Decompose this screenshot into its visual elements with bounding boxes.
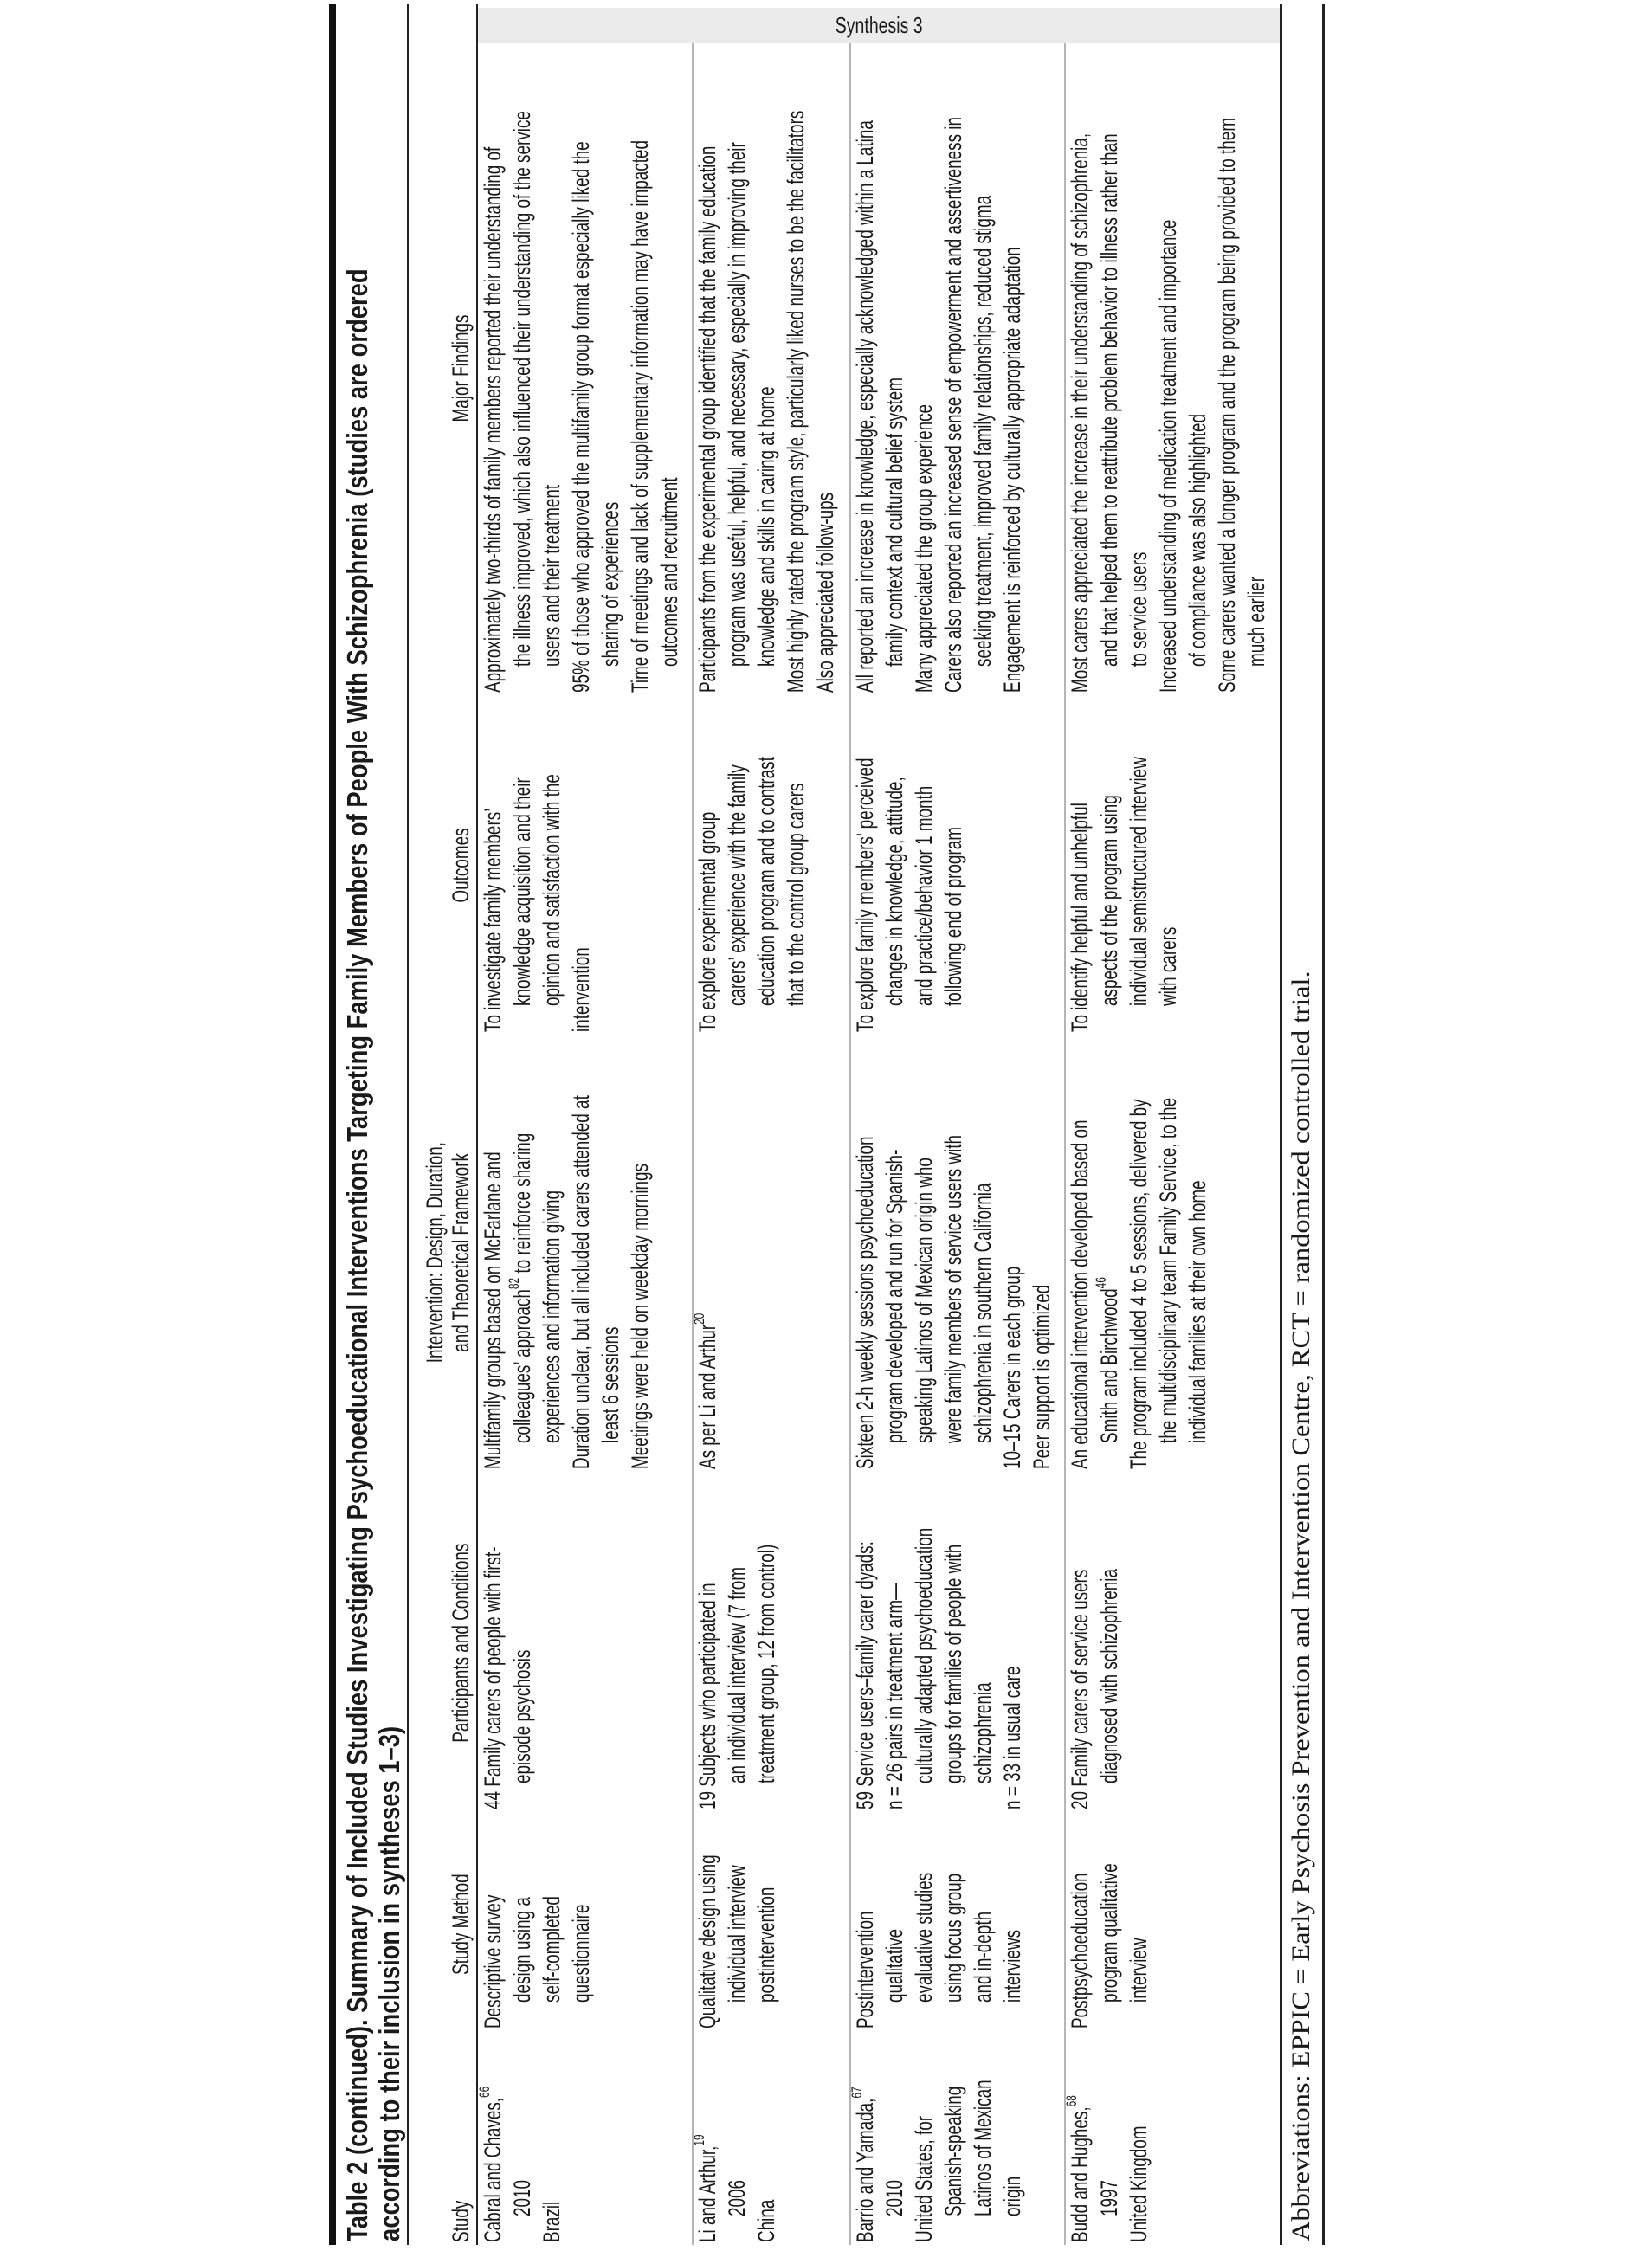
text-run: Budd and Hughes,	[1067, 2106, 1093, 2242]
cell-line-text: n = 26 pairs in treatment arm—	[881, 1583, 907, 1809]
text-run: As per Li and Arthur	[694, 1324, 720, 1469]
cell-line-text: An educational intervention developed based on	[1067, 1119, 1093, 1469]
synthesis-section-label: Synthesis 3	[835, 12, 923, 38]
cell-line-text: Meetings were held on weekday mornings	[627, 1164, 653, 1469]
cell-line	[997, 43, 1027, 693]
intervention-cell	[850, 1036, 1056, 1469]
cell-line-text: To explore experimental group	[694, 811, 720, 1032]
intervention-cell	[1065, 1036, 1212, 1469]
cell-line-text: education program and to contrast	[753, 757, 779, 1006]
cell-line	[537, 1816, 566, 2028]
major-findings-cell	[693, 43, 840, 693]
cell-line-text: and practice/behavior 1 month	[911, 785, 937, 1006]
cell-line	[850, 699, 880, 1032]
table-bottom-rule	[1280, 4, 1282, 2245]
header-participants-label: Participants and Conditions	[448, 1543, 474, 1743]
cell-line-text: program was useful, helpful, and necessary, especially in improving their	[724, 142, 750, 667]
abbreviations-footnote: Abbreviations: EPPIC = Early Psychosis Prevention and Intervention Centre, RCT = randomized controlled trial.	[1287, 971, 1315, 2241]
cell-line-text: 19 Subjects who participated in	[694, 1583, 720, 1809]
cell-line	[693, 1036, 722, 1469]
cell-line-text: China	[753, 2199, 779, 2242]
cell-line	[722, 1816, 752, 2028]
cell-line-text: the multidisciplinary team Family Service, to the	[1155, 1097, 1181, 1443]
header-study-method	[448, 1821, 474, 2028]
header-outcomes	[448, 699, 474, 1032]
cell-line	[507, 1036, 537, 1469]
cell-line	[939, 43, 968, 693]
text-run: to reinforce sharing	[509, 1132, 535, 1278]
cell-line	[781, 43, 810, 693]
cell-line-text: an individual interview (7 from	[724, 1566, 750, 1783]
cell-line	[596, 43, 625, 693]
cell-line-text: individual interview	[724, 1865, 750, 2003]
cell-line	[1094, 1036, 1124, 1469]
cell-line-text: Engagement is reinforced by culturally appropriate adaptation	[999, 247, 1025, 693]
cell-line-text	[850, 2087, 880, 2242]
cell-line	[693, 699, 722, 1032]
header-major-findings-label: Major Findings	[448, 314, 474, 422]
cell-line	[909, 2035, 939, 2242]
cell-line	[507, 1476, 537, 1809]
text-run: Smith and Birchwood	[1096, 1288, 1122, 1443]
cell-line	[939, 1476, 968, 1809]
cell-line-text: 10–15 Carers in each group	[999, 1266, 1025, 1469]
cell-line-text: treatment group, 12 from control)	[753, 1544, 779, 1783]
cell-line	[1065, 1816, 1094, 2028]
cell-line	[1124, 43, 1153, 693]
cell-line-text: much earlier	[1243, 577, 1269, 667]
cell-line	[537, 43, 566, 693]
cell-line	[909, 1036, 939, 1469]
cell-line	[752, 2035, 781, 2242]
cell-line-text: Postintervention	[852, 1911, 878, 2028]
cell-line	[1242, 43, 1271, 693]
cell-line	[997, 2035, 1027, 2242]
cell-line	[537, 2035, 566, 2242]
cell-line	[909, 1476, 939, 1809]
cell-line	[939, 699, 968, 1032]
cell-line-text	[693, 1313, 722, 1469]
cell-line-text: Postpsychoeducation	[1067, 1873, 1093, 2028]
cell-line-text: 1997	[1096, 2179, 1122, 2216]
cell-line	[1212, 43, 1242, 693]
cell-line	[1124, 1036, 1153, 1469]
cell-line	[880, 43, 909, 693]
cell-line	[537, 699, 566, 1032]
cell-line-text: least 6 sessions	[597, 1326, 623, 1443]
cell-line	[625, 43, 655, 693]
cell-line-text: diagnosed with schizophrenia	[1096, 1569, 1122, 1783]
cell-line	[880, 1476, 909, 1809]
cell-line-text: 44 Family carers of people with first-	[480, 1546, 506, 1809]
cell-line-text: groups for families of people with	[940, 1544, 966, 1783]
cell-line-text: 2010	[881, 2179, 907, 2216]
cell-line-text: individual semistructured interview	[1126, 757, 1152, 1006]
cell-line	[693, 2035, 722, 2242]
title-divider	[407, 4, 409, 2245]
cell-line-text: Carers also reported an increased sense of empowerment and assertiveness in	[940, 117, 966, 693]
cell-line-text: Duration unclear, but all included carers attended at	[568, 1095, 594, 1469]
cell-line-text: sharing of experiences	[597, 501, 623, 667]
cell-line	[478, 699, 507, 1032]
cell-line	[909, 1816, 939, 2028]
header-study-label: Study	[448, 2200, 474, 2242]
cell-line	[1153, 43, 1183, 693]
cell-line	[1094, 1476, 1124, 1809]
cell-line-text: 59 Service users–family carer dyads:	[852, 1541, 878, 1809]
cell-line-text: carers’ experience with the family	[724, 764, 750, 1006]
participants-cell	[478, 1476, 537, 1809]
study-method-cell	[693, 1816, 781, 2028]
cell-line	[722, 43, 752, 693]
header-outcomes-label: Outcomes	[448, 828, 474, 903]
cell-line-text	[693, 2134, 722, 2242]
cell-line	[909, 699, 939, 1032]
cell-line	[693, 1476, 722, 1809]
citation-superscript: 67	[849, 2087, 865, 2099]
cell-line	[1065, 2035, 1094, 2242]
participants-cell	[1065, 1476, 1124, 1809]
cell-line	[478, 2035, 507, 2242]
study-method-cell	[478, 1816, 596, 2028]
cell-line-text	[478, 2087, 507, 2242]
cell-line	[752, 1476, 781, 1809]
cell-line-text: to service users	[1126, 551, 1152, 667]
cell-line	[1065, 43, 1094, 693]
cell-line-text: evaluative studies	[911, 1872, 937, 2003]
cell-line	[1094, 1816, 1124, 2028]
citation-superscript: 46	[1093, 1277, 1109, 1289]
cell-line-text: Qualitative design using	[694, 1854, 720, 2028]
cell-line-text: users and their treatment	[539, 484, 565, 667]
cell-line	[880, 1036, 909, 1469]
cell-line	[625, 1036, 655, 1469]
outcomes-cell	[1065, 699, 1183, 1032]
cell-line	[722, 1476, 752, 1809]
cell-line-text	[1065, 2095, 1094, 2242]
cell-line-text: program qualitative	[1096, 1863, 1122, 2003]
cell-line	[939, 1816, 968, 2028]
cell-line	[722, 699, 752, 1032]
cell-line-text: that to the control group carers	[783, 783, 809, 1006]
header-study-method-label: Study Method	[448, 1874, 474, 1976]
participants-cell	[693, 1476, 781, 1809]
cell-line	[1124, 1816, 1153, 2028]
cell-line	[507, 43, 537, 693]
cell-line-text: family context and cultural belief system	[881, 377, 907, 667]
header-study	[448, 2035, 474, 2242]
intervention-cell	[693, 1036, 722, 1469]
cell-line	[1027, 1036, 1056, 1469]
study-cell	[478, 2035, 566, 2242]
cell-line	[1183, 43, 1212, 693]
cell-line-text: interviews	[999, 1929, 1025, 2003]
cell-line	[850, 1476, 880, 1809]
header-participants	[448, 1476, 474, 1809]
cell-line	[537, 1036, 566, 1469]
major-findings-cell	[850, 43, 1027, 693]
cell-line-text: individual families at their own home	[1184, 1180, 1210, 1443]
cell-line-text: All reported an increase in knowledge, especially acknowledged within a Latina	[852, 120, 878, 693]
cell-line-text: United Kingdom	[1126, 2125, 1152, 2242]
cell-line	[968, 1036, 997, 1469]
text-run: Cabral and Chaves,	[480, 2097, 506, 2242]
cell-line	[850, 2035, 880, 2242]
cell-line-text: 20 Family carers of service users	[1067, 1569, 1093, 1809]
cell-line	[478, 1816, 507, 2028]
study-method-cell	[1065, 1816, 1153, 2028]
cell-line-text: schizophrenia	[970, 1682, 996, 1783]
cell-line-text	[507, 1133, 537, 1443]
cell-line	[566, 699, 596, 1032]
study-cell	[850, 2035, 1027, 2242]
cell-line	[1183, 1036, 1212, 1469]
cell-line-text: design using a	[509, 1897, 535, 2003]
participants-cell	[850, 1476, 1027, 1809]
footnote-bottom-rule	[1322, 4, 1325, 2245]
intervention-cell	[478, 1036, 655, 1469]
cell-line-text: schizophrenia in southern California	[970, 1183, 996, 1443]
cell-line	[939, 2035, 968, 2242]
cell-line-text: To explore family members’ perceived	[852, 758, 878, 1032]
cell-line-text: seeking treatment, improved family relationships, reduced stigma	[970, 195, 996, 667]
cell-line-text: Also appreciated follow-ups	[812, 492, 838, 693]
citation-superscript: 20	[691, 1313, 707, 1325]
citation-superscript: 68	[1063, 2095, 1080, 2107]
cell-line	[566, 1036, 596, 1469]
cell-line	[781, 699, 810, 1032]
header-intervention-line-1: Intervention: Design, Duration,	[422, 1142, 448, 1364]
cell-line	[693, 43, 722, 693]
outcomes-cell	[478, 699, 596, 1032]
cell-line	[968, 1476, 997, 1809]
cell-line	[850, 43, 880, 693]
cell-line-text: origin	[999, 2176, 1025, 2216]
cell-line	[850, 1816, 880, 2028]
cell-line-text: Spanish-speaking	[940, 2086, 966, 2216]
cell-line	[478, 1036, 507, 1469]
cell-line	[968, 43, 997, 693]
cell-line-text: interview	[1126, 1938, 1152, 2003]
cell-line-text: episode psychosis	[509, 1649, 535, 1783]
cell-line-text: The program included 4 to 5 sessions, delivered by	[1126, 1099, 1152, 1469]
cell-line-text: were family members of service users with	[940, 1134, 966, 1443]
cell-line	[1065, 1476, 1094, 1809]
cell-line	[939, 1036, 968, 1469]
cell-line-text: intervention	[568, 947, 594, 1032]
cell-line	[722, 2035, 752, 2242]
outcomes-cell	[850, 699, 968, 1032]
cell-line	[693, 1816, 722, 2028]
table-2	[326, 4, 1331, 2245]
cell-line	[655, 43, 684, 693]
cell-line	[880, 1816, 909, 2028]
cell-line-text: of compliance was also highlighted	[1184, 413, 1210, 667]
cell-line-text: Increased understanding of medication treatment and importance	[1155, 219, 1181, 693]
text-run: colleagues’ approach	[509, 1289, 535, 1443]
text-run: Li and Arthur,	[694, 2145, 720, 2242]
table-title-line-2: according to their inclusion in syntheses 1–3)	[373, 1725, 405, 2241]
study-cell	[693, 2035, 781, 2242]
cell-line-text: using focus group	[940, 1873, 966, 2003]
cell-line-text: To identify helpful and unhelpful	[1067, 803, 1093, 1032]
cell-line-text: Most highly rated the program style, particularly liked nurses to be the facilitators	[783, 110, 809, 693]
cell-line	[880, 699, 909, 1032]
cell-line	[810, 43, 840, 693]
table-top-border	[329, 4, 336, 2245]
cell-line-text: Latinos of Mexican	[970, 2080, 996, 2216]
cell-line	[1153, 699, 1183, 1032]
study-method-cell	[850, 1816, 1027, 2028]
cell-line-text: outcomes and recruitment	[656, 477, 682, 667]
cell-line-text: self-completed	[539, 1896, 565, 2003]
cell-line	[997, 1816, 1027, 2028]
cell-line	[752, 43, 781, 693]
cell-line-text: Participants from the experimental group identified that the family education	[694, 145, 720, 693]
text-run: Barrio and Yamada,	[852, 2098, 878, 2242]
cell-line-text: Many appreciated the group experience	[911, 403, 937, 693]
cell-line-text: and in-depth	[970, 1911, 996, 2003]
cell-line	[752, 1816, 781, 2028]
cell-line	[507, 1816, 537, 2028]
cell-line-text: United States, for	[911, 2115, 937, 2242]
cell-line	[968, 1816, 997, 2028]
cell-line-text: opinion and satisfaction with the	[539, 774, 565, 1006]
cell-line-text: knowledge and skills in caring at home	[753, 386, 779, 667]
cell-line	[997, 1036, 1027, 1469]
header-major-findings	[448, 43, 474, 693]
cell-line-text: questionnaire	[568, 1904, 594, 2003]
table-title-line-1: Table 2 (continued). Summary of Included Studies Investigating Psychoeducational Interventions Targeting Family Members of People With Schizophrenia (studies are ordered	[341, 268, 373, 2241]
header-intervention	[422, 1036, 474, 1469]
citation-superscript: 19	[691, 2134, 707, 2146]
cell-line-text: 2010	[509, 2179, 535, 2216]
cell-line	[478, 43, 507, 693]
cell-line	[880, 2035, 909, 2242]
cell-line-text: postintervention	[753, 1887, 779, 2003]
cell-line-text: speaking Latinos of Mexican origin who	[911, 1158, 937, 1443]
cell-line-text: the illness improved, which also influenced their understanding of the service	[509, 111, 535, 667]
cell-line-text: 2006	[724, 2179, 750, 2216]
cell-line	[968, 2035, 997, 2242]
cell-line	[850, 1036, 880, 1469]
cell-line-text: with carers	[1155, 926, 1181, 1006]
cell-line	[909, 43, 939, 693]
study-cell	[1065, 2035, 1153, 2242]
cell-line-text: 95% of those who approved the multifamily group format especially liked the	[568, 141, 594, 693]
cell-line-text: following end of program	[940, 827, 966, 1006]
cell-line-text: Sixteen 2-h weekly sessions psychoeducation	[852, 1136, 878, 1469]
major-findings-cell	[1065, 43, 1271, 693]
cell-line	[566, 43, 596, 693]
cell-line	[507, 699, 537, 1032]
citation-superscript: 82	[506, 1277, 522, 1290]
cell-line-text: changes in knowledge, attitude,	[881, 777, 907, 1006]
cell-line	[997, 1476, 1027, 1809]
cell-line-text	[1094, 1277, 1124, 1443]
cell-line-text: To investigate family members’	[480, 808, 506, 1032]
cell-line-text: Some carers wanted a longer program and the program being provided to them	[1214, 118, 1240, 693]
cell-line	[752, 699, 781, 1032]
cell-line-text: Multifamily groups based on McFarlane and	[480, 1151, 506, 1469]
cell-line	[1124, 699, 1153, 1032]
cell-line-text: Time of meetings and lack of supplementary information may have impacted	[627, 139, 653, 693]
cell-line	[478, 1476, 507, 1809]
citation-superscript: 66	[476, 2086, 493, 2098]
cell-line-text: n = 33 in usual care	[999, 1666, 1025, 1809]
header-intervention-line-2: and Theoretical Framework	[448, 1153, 474, 1352]
cell-line-text: culturally adapted psychoeducation	[911, 1527, 937, 1783]
cell-line	[1094, 699, 1124, 1032]
cell-line-text: qualitative	[881, 1928, 907, 2003]
cell-line	[1065, 1036, 1094, 1469]
outcomes-cell	[693, 699, 810, 1032]
cell-line	[1124, 2035, 1153, 2242]
cell-line-text: Peer support is optimized	[1029, 1284, 1055, 1469]
cell-line-text: Brazil	[539, 2201, 565, 2242]
cell-line-text: and that helped them to reattribute problem behavior to illness rather than	[1096, 133, 1122, 667]
cell-line	[596, 1036, 625, 1469]
cell-line	[1094, 2035, 1124, 2242]
cell-line	[1094, 43, 1124, 693]
cell-line-text: Approximately two-thirds of family members reported their understanding of	[480, 146, 506, 693]
cell-line-text: experiences and information giving	[539, 1190, 565, 1443]
cell-line	[507, 2035, 537, 2242]
cell-line	[1065, 699, 1094, 1032]
cell-line-text: aspects of the program using	[1096, 795, 1122, 1006]
major-findings-cell	[478, 43, 684, 693]
cell-line	[1153, 1036, 1183, 1469]
cell-line-text: Most carers appreciated the increase in their understanding of schizophrenia,	[1067, 132, 1093, 693]
cell-line-text: Descriptive survey	[480, 1894, 506, 2028]
cell-line	[566, 1816, 596, 2028]
cell-line-text: knowledge acquisition and their	[509, 777, 535, 1006]
cell-line-text: program developed and run for Spanish-	[881, 1149, 907, 1443]
